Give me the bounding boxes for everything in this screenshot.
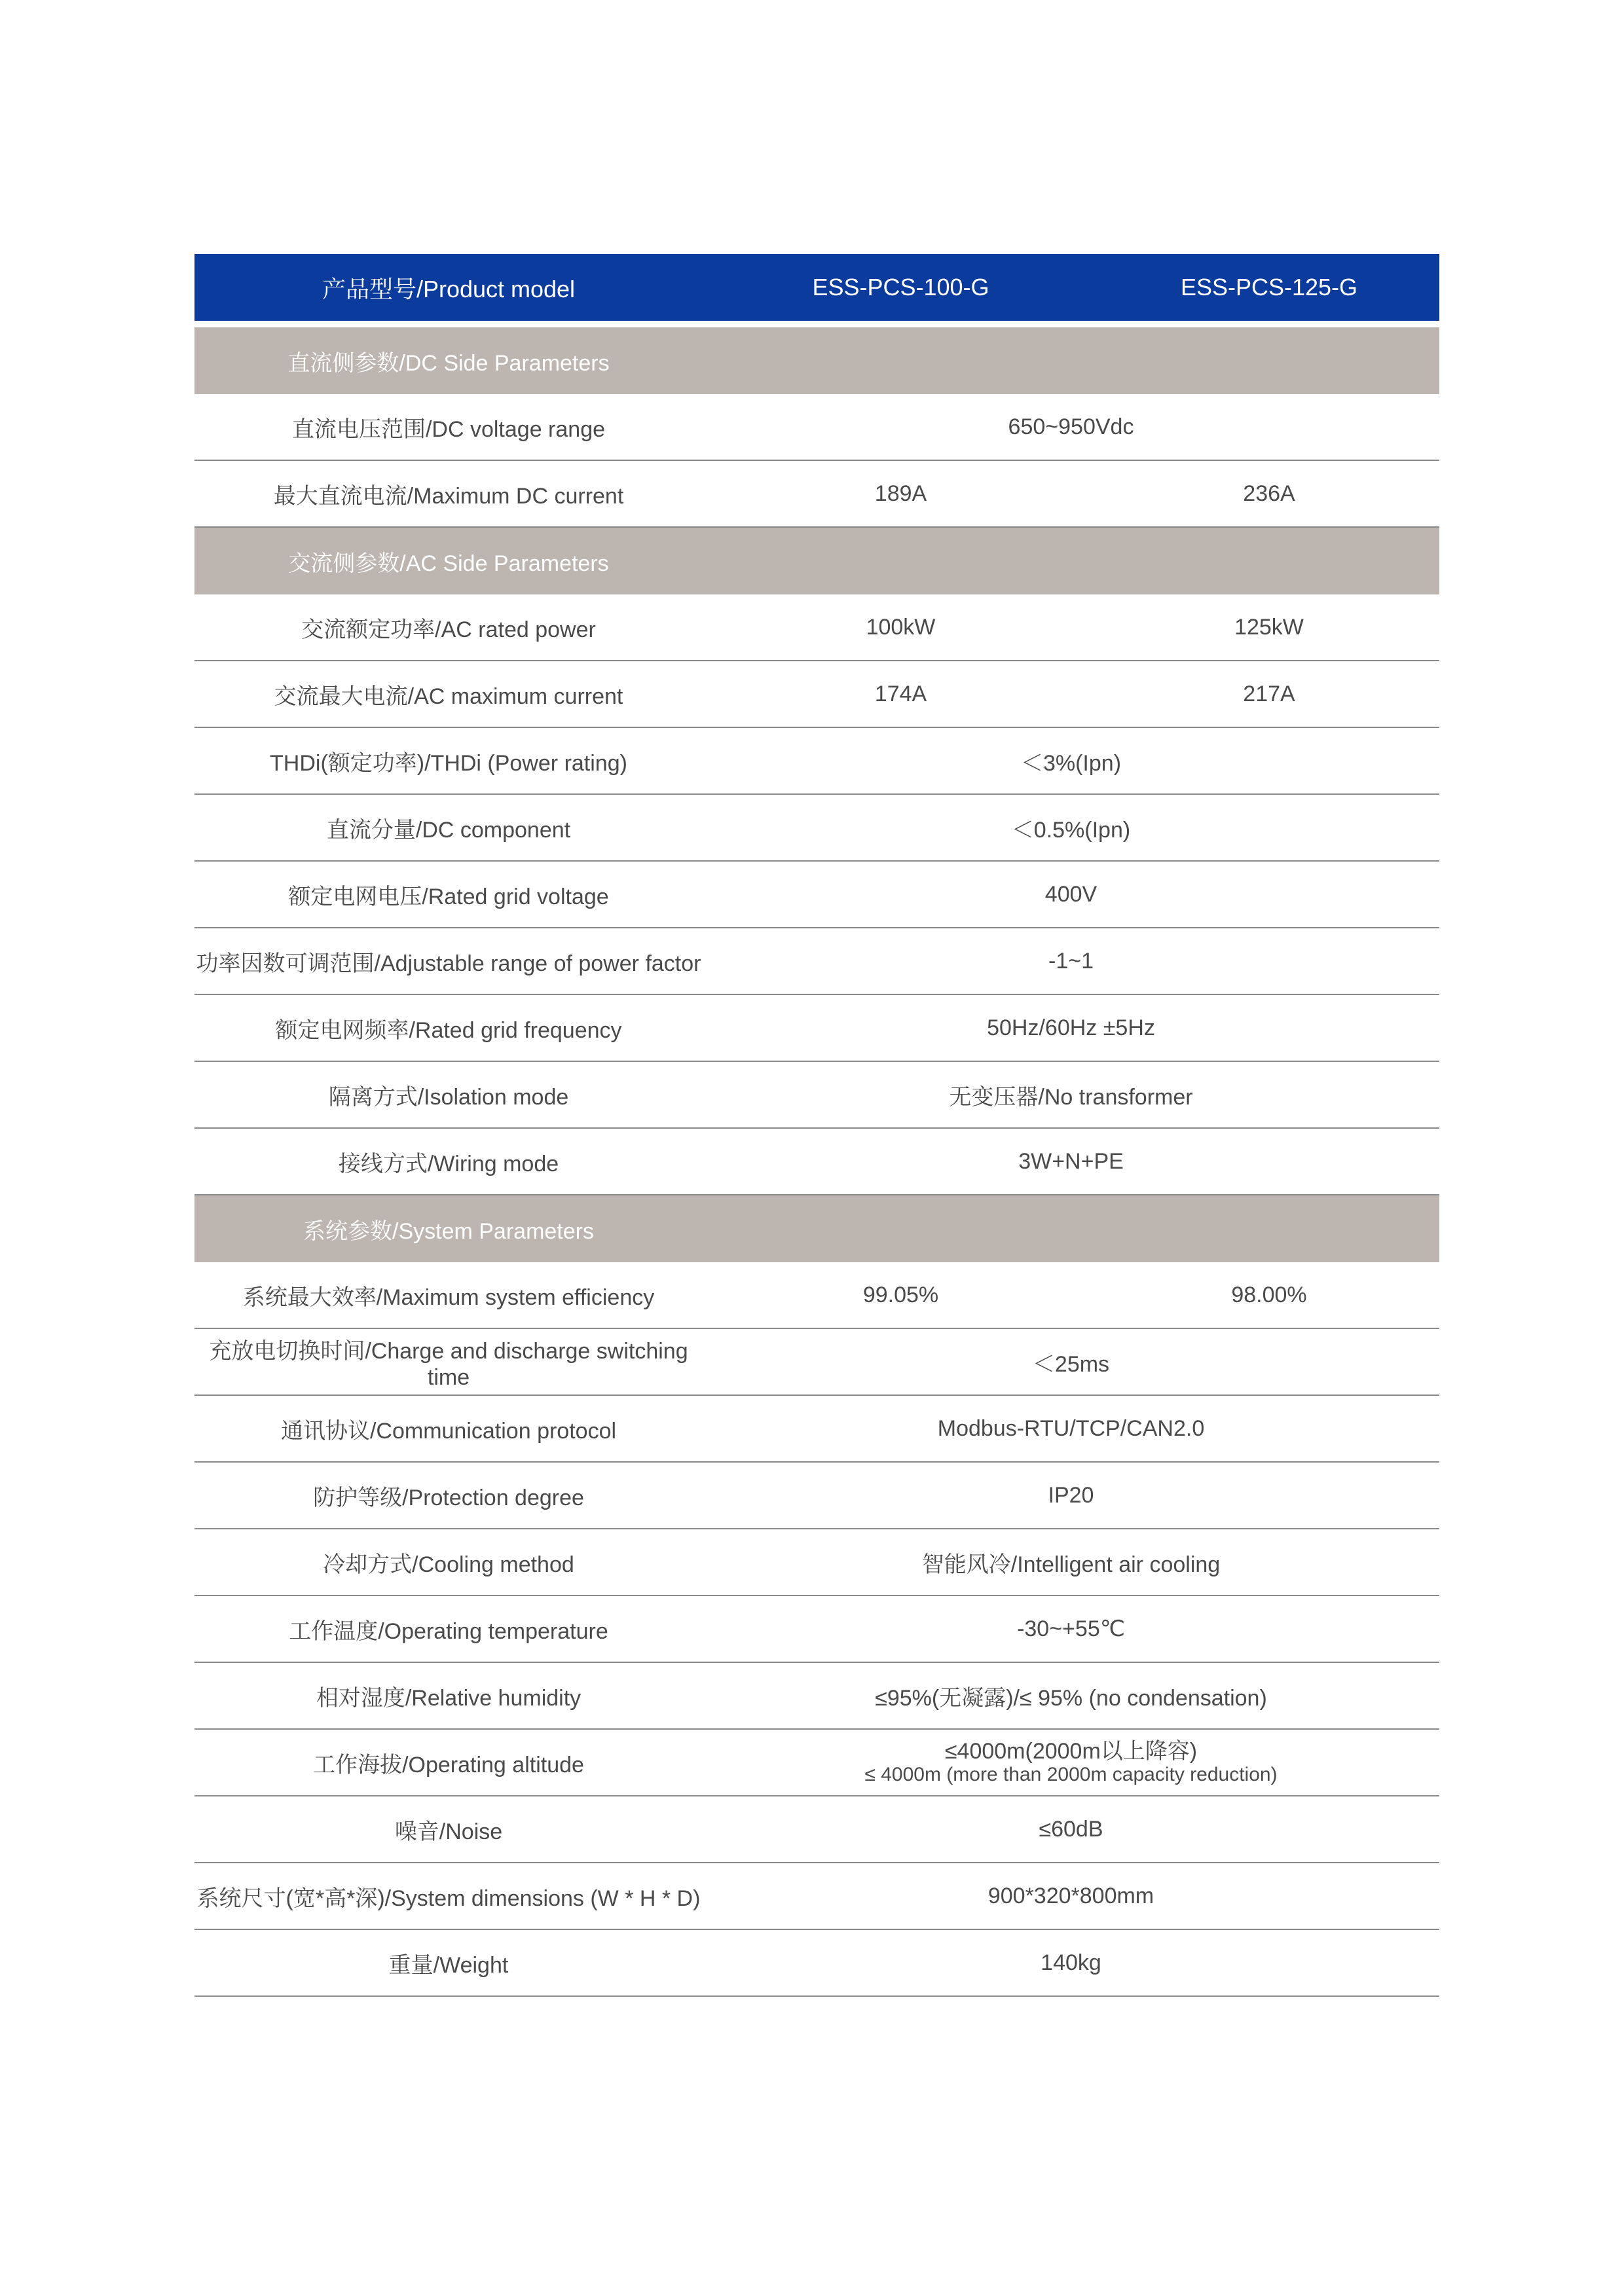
dc-section-header	[194, 327, 1439, 394]
param-label: THDi(额定功率)/THDi (Power rating)	[270, 750, 627, 776]
param-label: 接线方式/Wiring mode	[338, 1151, 559, 1176]
param-label: 充放电切换时间/Charge and discharge switching time	[209, 1339, 688, 1390]
section-title: 系统参数/System Parameters	[303, 1218, 594, 1244]
table-row	[194, 995, 1439, 1062]
param-value: 3W+N+PE	[1018, 1148, 1124, 1174]
param-value: 900*320*800mm	[987, 1883, 1154, 1908]
param-value: 140kg	[1041, 1950, 1101, 1975]
param-value: 智能风冷/Intelligent air cooling	[921, 1552, 1221, 1577]
param-value-a: 100kW	[866, 614, 936, 640]
param-value: 400V	[1044, 881, 1098, 907]
param-value-line1: ≤4000m(2000m以上降容)	[944, 1738, 1198, 1764]
param-value-b: 217A	[1243, 681, 1295, 706]
param-value-a: 189A	[874, 481, 927, 506]
table-row	[194, 594, 1439, 661]
param-label: 系统尺寸(宽*高*深)/System dimensions (W * H * D)	[196, 1886, 701, 1911]
param-label: 最大直流电流/Maximum DC current	[273, 483, 624, 509]
param-value: 650~950Vdc	[1008, 414, 1134, 439]
param-label: 交流额定功率/AC rated power	[301, 617, 596, 642]
table-row	[194, 1796, 1439, 1863]
param-value: 无变压器/No transformer	[949, 1084, 1193, 1110]
table-row	[194, 795, 1439, 862]
param-label: 工作温度/Operating temperature	[289, 1618, 608, 1644]
param-label: 重量/Weight	[388, 1952, 509, 1978]
param-label: 额定电网频率/Rated grid frequency	[275, 1017, 622, 1043]
ac-section-header	[194, 528, 1439, 594]
param-label: 相对湿度/Relative humidity	[316, 1685, 581, 1711]
spec-table	[194, 254, 1439, 1997]
table-row	[194, 394, 1439, 461]
table-row	[194, 1663, 1439, 1730]
product-model-label: 产品型号/Product model	[322, 275, 576, 302]
table-row	[194, 728, 1439, 795]
param-value: ≤95%(无凝露)/≤ 95% (no condensation)	[875, 1685, 1267, 1711]
table-row	[194, 461, 1439, 528]
param-label: 噪音/Noise	[394, 1819, 503, 1844]
param-label: 通讯协议/Communication protocol	[280, 1418, 617, 1444]
param-value: IP20	[1048, 1482, 1094, 1508]
param-value: ＜3%(Ipn)	[1020, 750, 1122, 776]
table-row	[194, 1129, 1439, 1195]
param-label: 交流最大电流/AC maximum current	[274, 683, 623, 709]
table-row	[194, 1396, 1439, 1463]
param-value: -30~+55℃	[1017, 1616, 1125, 1641]
param-value-b: 125kW	[1234, 614, 1304, 640]
param-label: 隔离方式/Isolation mode	[328, 1084, 569, 1110]
param-value: ≤60dB	[1039, 1816, 1103, 1842]
param-value: -1~1	[1048, 948, 1094, 974]
table-row	[194, 1329, 1439, 1396]
system-section-header	[194, 1195, 1439, 1262]
param-label: 冷却方式/Cooling method	[323, 1552, 574, 1577]
param-value: ＜25ms	[1032, 1351, 1110, 1377]
param-label: 工作海拔/Operating altitude	[313, 1752, 584, 1777]
param-value-b: 98.00%	[1231, 1282, 1307, 1307]
model-a-name: ESS-PCS-100-G	[812, 274, 989, 301]
param-label: 功率因数可调范围/Adjustable range of power factor	[196, 951, 701, 976]
table-row	[194, 1863, 1439, 1930]
table-row	[194, 661, 1439, 728]
param-value-a: 174A	[874, 681, 927, 706]
header-row	[194, 254, 1439, 321]
table-row	[194, 928, 1439, 995]
table-row	[194, 1596, 1439, 1663]
section-title: 直流侧参数/DC Side Parameters	[287, 350, 610, 376]
model-b-name: ESS-PCS-125-G	[1180, 274, 1358, 301]
param-label: 系统最大效率/Maximum system efficiency	[242, 1285, 655, 1310]
table-row	[194, 1062, 1439, 1129]
table-row	[194, 1262, 1439, 1329]
param-label: 直流电压范围/DC voltage range	[291, 416, 606, 442]
param-label: 额定电网电压/Rated grid voltage	[288, 884, 609, 909]
param-value: ＜0.5%(Ipn)	[1011, 817, 1131, 843]
param-value: Modbus-RTU/TCP/CAN2.0	[937, 1415, 1205, 1441]
table-row	[194, 862, 1439, 928]
section-title: 交流侧参数/AC Side Parameters	[288, 551, 609, 576]
table-row	[194, 1730, 1439, 1796]
param-label: 直流分量/DC component	[326, 817, 571, 843]
param-label: 防护等级/Protection degree	[313, 1485, 584, 1510]
param-value	[703, 1740, 1439, 1785]
param-value-a: 99.05%	[862, 1282, 939, 1307]
table-row	[194, 1529, 1439, 1596]
param-value-b: 236A	[1243, 481, 1295, 506]
param-value: 50Hz/60Hz ±5Hz	[987, 1015, 1155, 1040]
table-row	[194, 1930, 1439, 1997]
param-value-line2: ≤ 4000m (more than 2000m capacity reduction)	[864, 1764, 1278, 1786]
table-row	[194, 1463, 1439, 1529]
